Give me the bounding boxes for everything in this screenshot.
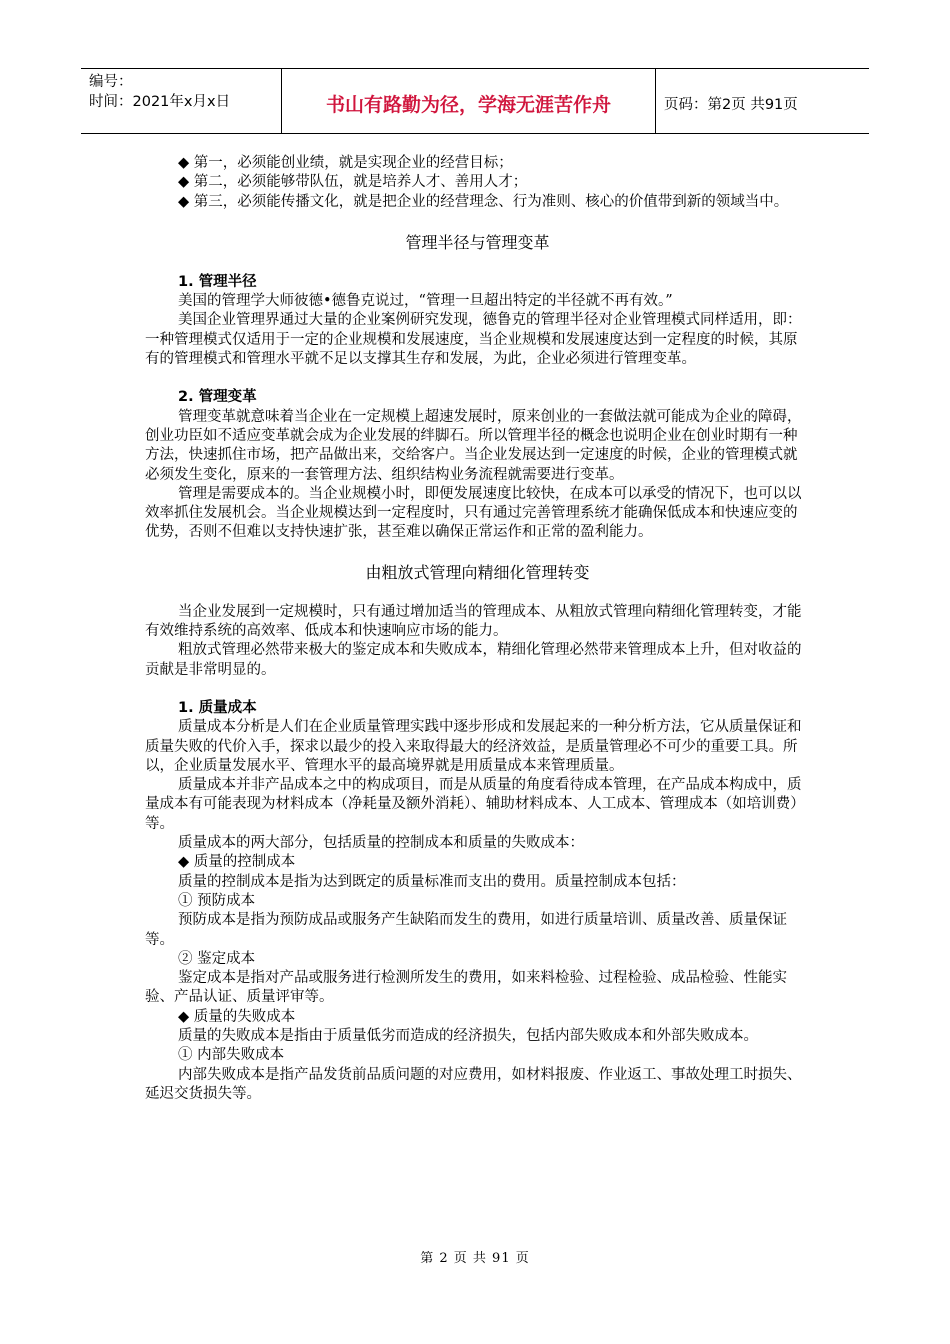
numbered-item: ② 鉴定成本 — [178, 950, 256, 967]
paragraph: 粗放式管理必然带来极大的鉴定成本和失败成本，精细化管理必然带来管理成本上升，但对收益的贡献是非常明显的。 — [145, 642, 802, 678]
page-footer: 第 2 页 共 91 页 — [420, 1251, 530, 1266]
paragraph: 当企业发展到一定规模时，只有通过增加适当的管理成本、从粗放式管理向精细化管理转变，才能有效维持系统的高效率、低成本和快速响应市场的能力。 — [145, 603, 802, 640]
bullet-item-wrap — [145, 193, 810, 212]
header-motto: 书山有路勤为径，学海无涯苦作舟 — [282, 69, 656, 133]
paragraph: 管理是需要成本的。当企业规模小时，即便发展速度比较快，在成本可以承受的情况下，也可以以效率抓住发展机会。当企业规模达到一定程度时，只有通过完善管理系统才能确保低成本和快速应变的优势，否则不但难以支持快速扩张，甚至难以确保正常运作和正常的盈利能力。 — [145, 485, 802, 541]
paragraph: 质量成本并非产品成本之中的构成项目，而是从质量的角度看待成本管理，在产品成本构成中，质量成本有可能表现为材料成本（净耗量及额外消耗）、辅助材料成本、人工成本、管理成本（如培训费）等。 — [145, 777, 805, 832]
document-time-label: 时间：2021年x月x日 — [89, 94, 231, 110]
bullet-item: ◆ 第三，必须能传播文化，就是把企业的经营理念、行为准则、核心的价值带到新的领域当中。 — [178, 193, 789, 210]
paragraph: 美国的管理学大师彼德•德鲁克说过，“管理一旦超出特定的半径就不再有效。” — [178, 293, 673, 310]
paragraph: 美国企业管理界通过大量的企业案例研究发现，德鲁克的管理半径对企业管理模式同样适用，即：一种管理模式仅适用于一定的企业规模和发展速度，当企业规模和发展速度达到一定程度的时候，其原有的管理模式和管理水平就不足以支撑其生存和发展，为此，企业必须进行管理变革。 — [145, 312, 802, 368]
page-header — [81, 68, 869, 134]
bullet-item: ◆ 第二，必须能够带队伍，就是培养人才、善用人才； — [178, 174, 528, 191]
header-meta — [81, 69, 282, 133]
paragraph: 质量的失败成本是指由于质量低劣而造成的经济损失，包括内部失败成本和外部失败成本。 — [178, 1027, 758, 1044]
bullet-item: ◆ 质量的控制成本 — [178, 854, 296, 871]
bullet-item: ◆ 第一，必须能创业绩，就是实现企业的经营目标； — [178, 155, 513, 171]
subsection-heading: 2. 管理变革 — [178, 389, 257, 406]
bullet-item: ◆ 质量的失败成本 — [178, 1008, 296, 1025]
section-title: 管理半径与管理变革 — [405, 232, 550, 252]
paragraph: 内部失败成本是指产品发货前品质问题的对应费用，如材料报废、作业返工、事故处理工时损失、延迟交货损失等。 — [145, 1066, 802, 1102]
document-number-label: 编号： — [89, 74, 133, 90]
header-page-label: 页码：第2页 共91页 — [664, 96, 798, 113]
paragraph: 质量的控制成本是指为达到既定的质量标准而支出的费用。质量控制成本包括： — [178, 873, 686, 890]
paragraph: 管理变革就意味着当企业在一定规模上超速发展时，原来创业的一套做法就可能成为企业的障碍，创业功臣如不适应变革就会成为企业发展的绊脚石。所以管理半径的概念也说明企业在创业时期有一种方法，快速抓住市场，把产品做出来，交给客户。当企业发展达到一定速度的时候，企业的管理模式就必须发生变化，原来的一套管理方法、组织结构业务流程就需要进行变革。 — [145, 408, 802, 483]
numbered-item: ① 内部失败成本 — [178, 1047, 285, 1064]
numbered-item: ① 预防成本 — [178, 892, 256, 909]
paragraph: 质量成本分析是人们在企业质量管理实践中逐步形成和发展起来的一种分析方法，它从质量保证和质量失败的代价入手，探求以最少的投入来取得最大的经济效益，是质量管理必不可少的重要工具。所以，企业质量发展水平、管理水平的最高境界就是用质量成本来管理质量。 — [145, 719, 802, 774]
subsection-heading: 1. 质量成本 — [178, 699, 257, 716]
document-body — [145, 154, 810, 1104]
section-title: 由粗放式管理向精细化管理转变 — [365, 562, 590, 582]
subsection-heading: 1. 管理半径 — [178, 273, 257, 290]
paragraph: 鉴定成本是指对产品或服务进行检测所发生的费用，如来料检验、过程检验、成品检验、性能实验、产品认证、质量评审等。 — [145, 970, 787, 1006]
paragraph: 质量成本的两大部分，包括质量的控制成本和质量的失败成本： — [178, 835, 584, 852]
paragraph: 预防成本是指为预防成品或服务产生缺陷而发生的费用，如进行质量培训、质量改善、质量保证等。 — [145, 912, 787, 948]
